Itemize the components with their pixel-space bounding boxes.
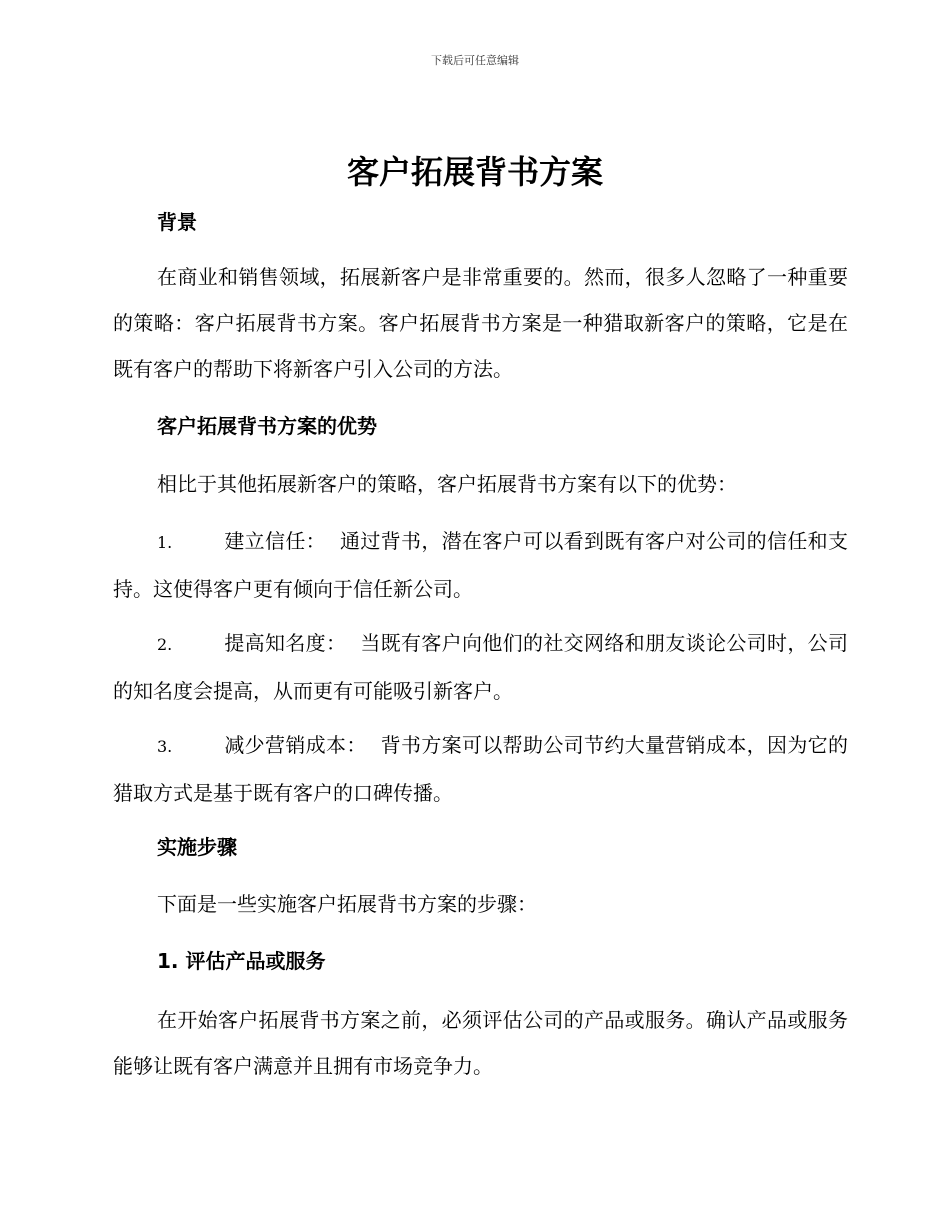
- list-item-advantage-1: [113, 518, 848, 612]
- list-item-lead: 提高知名度：: [224, 631, 347, 655]
- heading-advantages: 客户拓展背书方案的优势: [157, 414, 377, 438]
- list-item-lead: 建立信任：: [224, 529, 326, 553]
- list-item-advantage-2: [113, 620, 848, 714]
- list-number: 3.: [157, 737, 173, 756]
- heading-steps: 实施步骤: [157, 835, 237, 859]
- list-number: 2.: [157, 635, 173, 654]
- list-number: 1.: [157, 533, 173, 552]
- heading-step-1: 1. 评估产品或服务: [157, 949, 326, 973]
- list-item-text: 当既有客户向他们的社交网络和朋友谈论公司时，公司的知名度会提高，从而更有可能吸引新客户。: [113, 631, 849, 703]
- paragraph-advantages-intro: 相比于其他拓展新客户的策略，客户拓展背书方案有以下的优势：: [157, 472, 737, 496]
- list-item-advantage-3: [113, 722, 848, 816]
- paragraph-steps-intro: 下面是一些实施客户拓展背书方案的步骤：: [157, 892, 537, 916]
- paragraph-step-1: 在开始客户拓展背书方案之前，必须评估公司的产品或服务。确认产品或服务能够让既有客户满意并且拥有市场竞争力。: [113, 1008, 848, 1078]
- paragraph-background: 在商业和销售领域，拓展新客户是非常重要的。然而，很多人忽略了一种重要的策略：客户拓展背书方案。客户拓展背书方案是一种猎取新客户的策略，它是在既有客户的帮助下将新客户引入公司的方法。: [113, 265, 848, 381]
- document-title: 客户拓展背书方案: [346, 153, 603, 191]
- list-item-text: 通过背书，潜在客户可以看到既有客户对公司的信任和支持。这使得客户更有倾向于信任新公司。: [113, 529, 848, 601]
- heading-background: 背景: [157, 210, 197, 234]
- list-item-lead: 减少营销成本：: [224, 733, 367, 757]
- page-header-note: 下载后可任意编辑: [431, 54, 519, 67]
- list-item-text: 背书方案可以帮助公司节约大量营销成本，因为它的猎取方式是基于既有客户的口碑传播。: [113, 733, 849, 805]
